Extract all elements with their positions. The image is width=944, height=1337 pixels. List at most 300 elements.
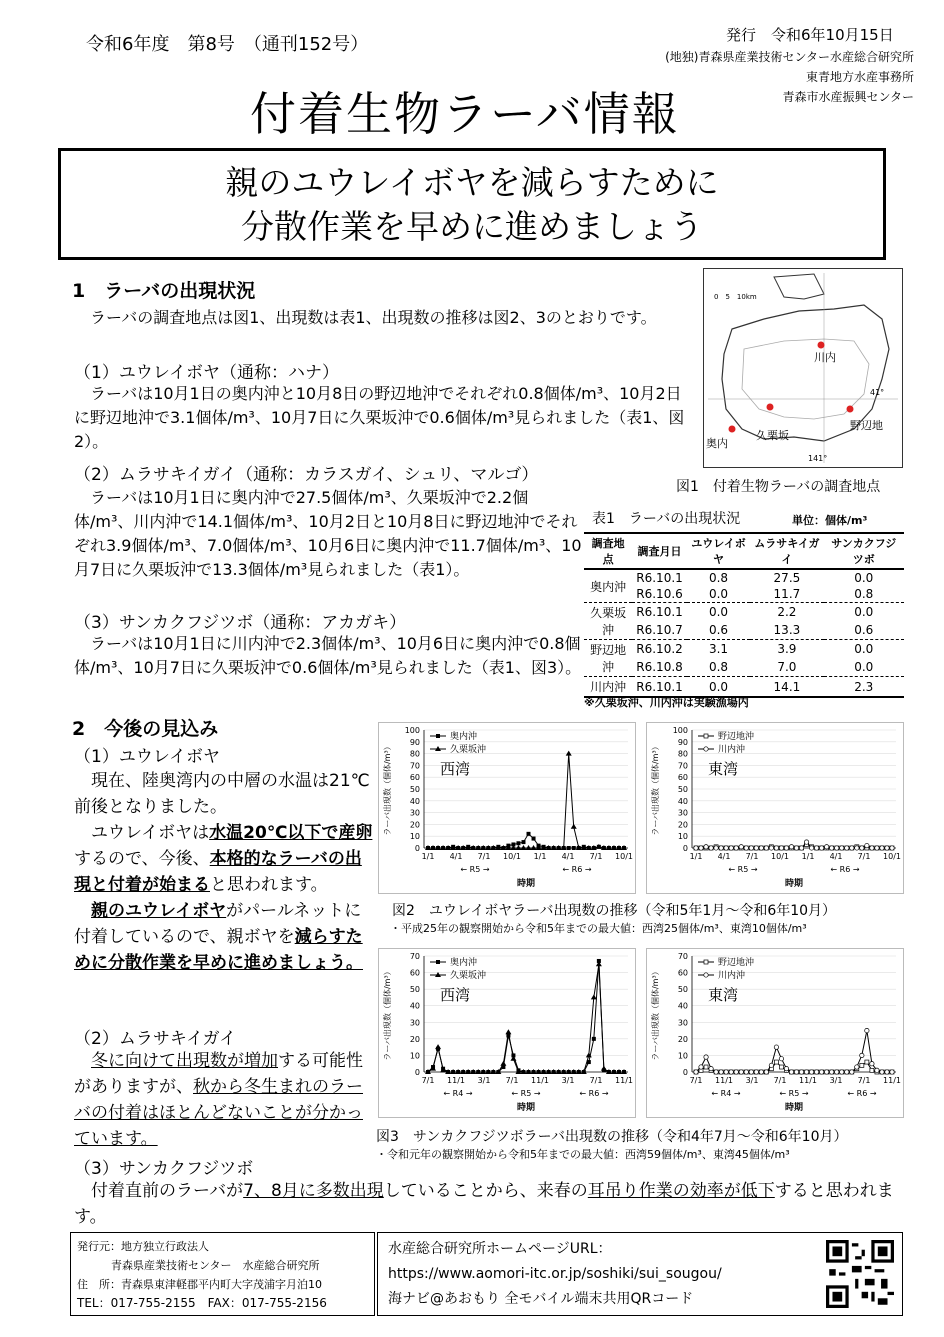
period-label: ← R6 →	[579, 1089, 609, 1098]
table-cell: 11.7	[773, 587, 801, 601]
table-cell: 7.0	[777, 660, 797, 674]
x-tick-label: 7/1	[505, 1076, 519, 1085]
data-point	[759, 1070, 763, 1074]
data-point	[704, 1055, 708, 1059]
x-axis-label: 時期	[516, 1103, 536, 1113]
data-point	[719, 1070, 723, 1074]
data-point	[880, 846, 884, 850]
chart-title: 東湾	[708, 986, 739, 1004]
chart-fig3-west	[378, 948, 636, 1118]
section2-sub1-p2	[74, 820, 378, 898]
data-point	[779, 1065, 783, 1069]
section2-sub2-body	[74, 1048, 378, 1152]
data-point	[784, 1066, 788, 1070]
y-tick-label: 40	[409, 796, 420, 806]
section2-sub1-p3	[74, 898, 378, 976]
data-point	[739, 1070, 743, 1074]
data-point	[865, 1028, 869, 1032]
table-cell: 0.0	[687, 677, 750, 698]
fig3-caption: 図3 サンカクフジツボラーバ出現数の推移（令和4年7月～令和6年10月）	[376, 1129, 848, 1145]
table-cell: 14.1	[750, 677, 823, 698]
table-cell: 2.2	[750, 603, 823, 622]
data-point	[814, 846, 818, 850]
period-label: ← R6 →	[562, 865, 592, 874]
table-cell: R6.10.1	[632, 677, 687, 698]
x-tick-label: 4/1	[829, 852, 843, 861]
data-point	[804, 840, 808, 844]
data-point	[850, 1070, 854, 1074]
org-name-2: 東青地方水産事務所	[805, 70, 914, 84]
data-point	[794, 1070, 798, 1074]
y-tick-label: 40	[677, 1001, 688, 1011]
y-tick-label: 90	[677, 737, 688, 747]
data-point	[875, 846, 879, 850]
s3-d: 耳吊り作業の効率が低下	[587, 1181, 775, 1201]
chart-fig2-west	[378, 722, 636, 894]
data-point	[774, 846, 778, 850]
s2-c: 秋から冬生まれのラーバの付着はほとんどないことが分かっています。	[74, 1077, 363, 1149]
s3-a: 付着直前のラーバが	[91, 1181, 244, 1201]
data-point	[734, 846, 738, 850]
y-tick-label: 10	[409, 1051, 420, 1061]
x-tick-label: 7/1	[689, 1076, 703, 1085]
x-tick-label: 7/1	[857, 852, 871, 861]
period-label: ← R4 →	[711, 1089, 741, 1098]
x-tick-label: 11/1	[715, 1076, 733, 1085]
legend-marker	[704, 960, 708, 964]
data-point	[809, 1070, 813, 1074]
data-point	[694, 846, 698, 850]
section1-sub3-title: （3）サンカクフジツボ（通称：アカガキ）	[74, 613, 407, 633]
x-tick-label: 7/1	[857, 1076, 871, 1085]
table1-header: サンカクフジツボ	[824, 533, 904, 569]
table1-header: 調査月日	[632, 533, 687, 569]
section2-sub3-title: （3）サンカクフジツボ	[74, 1159, 254, 1179]
table-cell: R6.10.6	[636, 587, 683, 601]
issue-number: 令和6年度 第8号 （通刊152号）	[86, 34, 369, 55]
data-point	[699, 1065, 703, 1069]
data-point	[855, 846, 859, 850]
data-point	[749, 846, 753, 850]
qr-label: 海ナビ@あおもり 全モバイル端末共用QRコード	[388, 1291, 694, 1307]
data-point	[789, 845, 793, 849]
data-point	[774, 1060, 778, 1064]
y-tick-label: 60	[677, 773, 688, 783]
kurikazaka-label: 久栗坂	[756, 429, 789, 442]
table-cell: 0.0	[854, 571, 874, 585]
legend-label: 奥内沖	[450, 958, 478, 968]
p2-e: と思われます。	[210, 875, 328, 895]
data-point	[729, 1070, 733, 1074]
legend-marker	[704, 734, 708, 738]
x-axis-label: 時期	[784, 1103, 804, 1113]
x-tick-label: 10/1	[615, 852, 633, 861]
inset-map	[774, 274, 824, 299]
data-point	[724, 1070, 728, 1074]
p2-a: ユウレイボヤは	[91, 823, 210, 843]
table-cell: R6.10.7	[636, 623, 683, 637]
footer-pub-name: 青森県産業技術センター 水産総合研究所	[111, 1259, 320, 1272]
data-point	[890, 1070, 894, 1074]
x-tick-label: 4/1	[449, 852, 463, 861]
period-label: ← R5 →	[511, 1089, 541, 1098]
x-axis-label: 時期	[784, 879, 804, 889]
survey-map	[703, 268, 903, 468]
data-point	[754, 846, 758, 850]
y-tick-label: 100	[404, 726, 420, 735]
x-tick-label: 7/1	[589, 852, 603, 861]
x-tick-label: 11/1	[447, 1076, 465, 1085]
footer-publisher	[70, 1232, 375, 1316]
data-point	[870, 1062, 874, 1066]
data-point	[532, 837, 536, 841]
data-point	[819, 846, 823, 850]
org-name-3: 青森市水産振興センター	[782, 90, 914, 104]
p2-d: 本格的なラーバの出現と付着が始まる	[74, 849, 362, 895]
table-cell: 2.3	[824, 677, 904, 698]
headline-line-2: 分散作業を早めに進めましょう	[241, 207, 703, 246]
table-cell: 0.6	[854, 623, 874, 637]
data-point	[714, 846, 718, 850]
period-label: ← R6 →	[847, 1089, 877, 1098]
table-cell: 0.0	[708, 587, 729, 601]
period-label: ← R5 →	[460, 865, 490, 874]
p3-b: がパールネットに付着しているので、親ボヤを	[74, 901, 362, 947]
noheji-point	[847, 406, 854, 413]
y-tick-label: 0	[682, 844, 688, 853]
data-point	[779, 1057, 783, 1061]
table-cell: 0.0	[824, 603, 904, 622]
publish-date: 発行 令和6年10月15日	[726, 26, 894, 44]
y-tick-label: 40	[677, 796, 688, 806]
y-tick-label: 60	[677, 968, 688, 978]
x-tick-label: 11/1	[799, 1076, 817, 1085]
section2-sub2-title: （2）ムラサキイガイ	[74, 1029, 237, 1049]
data-point	[572, 846, 576, 850]
table-cell: 27.5	[773, 571, 801, 585]
table-row	[584, 586, 904, 603]
footer-url-box	[377, 1232, 903, 1316]
data-point	[824, 1070, 828, 1074]
x-tick-label: 7/1	[745, 852, 759, 861]
data-point	[865, 843, 869, 847]
data-point	[809, 846, 813, 850]
y-axis-label: ラーバ出現数（個体/m³）	[651, 742, 660, 836]
table1	[584, 532, 904, 698]
y-tick-label: 30	[409, 1018, 420, 1028]
x-tick-label: 3/1	[561, 1076, 575, 1085]
data-point	[860, 1063, 864, 1067]
data-point	[729, 846, 733, 850]
data-point	[739, 845, 743, 849]
data-point	[870, 846, 874, 850]
data-point	[734, 1070, 738, 1074]
table-cell: R6.10.8	[636, 660, 683, 674]
table-cell: 0.0	[854, 660, 874, 674]
map-drawing	[704, 269, 902, 467]
x-tick-label: 10/1	[771, 852, 789, 861]
url-label: 水産総合研究所ホームページURL：	[388, 1241, 612, 1257]
y-axis-label: ラーバ出現数（個体/m³）	[651, 967, 660, 1061]
fig2-note: ・平成25年の観察開始から令和5年までの最大値：西湾25個体/m³、東湾10個体/m³	[390, 922, 807, 935]
table-cell: 奥内沖	[590, 579, 627, 594]
legend-label: 川内沖	[718, 745, 746, 755]
p2-b: 水温20℃以下で産卵	[209, 823, 373, 843]
x-axis-label: 時期	[516, 879, 536, 889]
x-tick-label: 7/1	[589, 1076, 603, 1085]
data-point	[840, 1070, 844, 1074]
data-point	[714, 1070, 718, 1074]
data-point	[567, 846, 571, 850]
table-row	[584, 603, 904, 622]
section2-sub1-body	[74, 768, 378, 976]
legend-label: 久栗坂沖	[450, 745, 487, 755]
section2-sub1-p1: 現在、陸奥湾内の中層の水温は21℃前後となりました。	[74, 771, 370, 817]
y-tick-label: 70	[677, 761, 688, 771]
section2-heading: 2 今後の見込み	[72, 718, 219, 740]
s2-b: する可能性がありますが、	[74, 1051, 363, 1097]
s3-b: 7、8月に多数出現	[243, 1181, 384, 1201]
section1-sub2-title: （2）ムラサキイガイ（通称：カラスガイ、シュリ、マルゴ）	[74, 465, 539, 485]
footer-address: 住 所：青森県東津軽郡平内町大字茂浦字月泊10	[77, 1278, 322, 1291]
data-point	[804, 1070, 808, 1074]
lat-label: 41°	[870, 388, 885, 397]
section1-sub1-text: ラーバは10月1日の奥内沖と10月8日の野辺地沖でそれぞれ0.8個体/m³、10月2日に野辺地沖で3.1個体/m³、10月7日に久栗坂沖で0.6個体/m³見られました（表1、図2）。	[74, 384, 685, 451]
data-point	[704, 1065, 708, 1069]
data-point	[824, 845, 828, 849]
table1-header: 調査地点	[584, 533, 632, 569]
table-cell: 0.8	[854, 587, 874, 601]
x-tick-label: 1/1	[533, 852, 547, 861]
x-tick-label: 10/1	[503, 852, 521, 861]
data-point	[516, 841, 520, 845]
period-label: ← R4 →	[443, 1089, 473, 1098]
data-point	[779, 846, 783, 850]
table-cell: 13.3	[773, 623, 801, 637]
table-cell: 0.0	[687, 603, 750, 622]
chart-fig2-east	[646, 722, 904, 894]
data-point	[870, 1068, 874, 1072]
y-tick-label: 20	[409, 820, 420, 830]
x-tick-label: 4/1	[717, 852, 731, 861]
data-point	[845, 846, 849, 850]
x-tick-label: 1/1	[801, 852, 815, 861]
data-point	[764, 846, 768, 850]
data-point	[865, 1060, 869, 1064]
x-tick-label: 3/1	[477, 1076, 491, 1085]
y-tick-label: 20	[677, 1034, 688, 1044]
okunai-point	[729, 426, 736, 433]
fig2-caption: 図2 ユウレイボヤラーバ出現数の推移（令和5年1月～令和6年10月）	[392, 903, 837, 919]
y-tick-label: 40	[409, 1001, 420, 1011]
data-point	[885, 1070, 889, 1074]
y-tick-label: 50	[677, 985, 688, 995]
y-tick-label: 0	[682, 1068, 688, 1077]
headline-box	[58, 148, 886, 260]
y-axis-label: ラーバ出現数（個体/m³）	[383, 967, 392, 1061]
table-cell: 川内沖	[584, 677, 632, 698]
y-tick-label: 0	[414, 844, 420, 853]
table-row	[584, 621, 904, 640]
table-cell: 久栗坂沖	[584, 603, 632, 640]
data-point	[799, 1070, 803, 1074]
period-label: ← R5 →	[779, 1089, 809, 1098]
y-tick-label: 60	[409, 968, 420, 978]
y-tick-label: 60	[409, 773, 420, 783]
x-tick-label: 7/1	[773, 1076, 787, 1085]
x-tick-label: 1/1	[421, 852, 435, 861]
data-point	[860, 846, 864, 850]
table-cell: 野辺地沖	[584, 640, 632, 677]
table1-unit: 単位：個体/m³	[792, 514, 868, 527]
legend-label: 奥内沖	[450, 732, 478, 742]
x-tick-label: 11/1	[615, 1076, 633, 1085]
period-label: ← R5 →	[728, 865, 758, 874]
data-point	[799, 846, 803, 850]
page-title: 付着生物ラーバ情報	[250, 87, 680, 141]
table-cell: R6.10.2	[632, 640, 687, 659]
legend-label: 野辺地沖	[718, 958, 755, 968]
data-point	[845, 1070, 849, 1074]
footer-pub-label: 発行元：地方独立行政法人	[77, 1240, 209, 1253]
table1-title: 表1 ラーバの出現状況	[592, 511, 741, 527]
section2-sub1-title: （1）ユウレイボヤ	[74, 747, 220, 767]
data-point	[709, 846, 713, 850]
data-point	[840, 846, 844, 850]
legend-marker	[436, 734, 440, 738]
homepage-link[interactable]: https://www.aomori-itc.or.jp/soshiki/sui_sougou/	[388, 1266, 722, 1282]
table-cell: 0.8	[708, 571, 729, 585]
data-point	[744, 1070, 748, 1074]
data-point	[527, 832, 531, 836]
chart-title: 東湾	[708, 760, 739, 778]
data-point	[789, 1070, 793, 1074]
data-point	[754, 1070, 758, 1074]
section1-sub2-text: ラーバは10月1日に奥内沖で27.5個体/m³、久栗坂沖で2.2個体/m³、川内沖で14.1個体/m³、10月2日と10月8日に野辺地沖でそれぞれ3.9個体/m³、7.0個体/m³、10月6日に奥内沖で11.7個体/m³、10月7日に久栗坂沖で13.3個体/m³見られました（表1）。	[74, 488, 582, 579]
y-tick-label: 80	[409, 749, 420, 759]
data-point	[759, 846, 763, 850]
x-tick-label: 4/1	[561, 852, 575, 861]
y-tick-label: 30	[677, 1018, 688, 1028]
table-row	[584, 658, 904, 677]
data-point	[764, 1070, 768, 1074]
data-point	[699, 846, 703, 850]
chart-fig3-east	[646, 948, 904, 1118]
data-point	[880, 1070, 884, 1074]
table-cell: 0.8	[708, 660, 729, 674]
y-tick-label: 100	[672, 726, 688, 735]
data-point	[724, 846, 728, 850]
data-point	[592, 1037, 596, 1041]
chart-title: 西湾	[440, 986, 471, 1004]
kawauchi-point	[818, 342, 825, 349]
y-tick-label: 50	[677, 785, 688, 794]
data-point	[829, 846, 833, 850]
section1-heading: 1 ラーバの出現状況	[72, 280, 256, 302]
table-cell: 0.6	[708, 623, 729, 637]
fig1-caption: 図1 付着生物ラーバの調査地点	[676, 479, 881, 495]
y-tick-label: 10	[677, 1051, 688, 1061]
data-point	[875, 1068, 879, 1072]
data-point	[774, 1045, 778, 1049]
y-tick-label: 30	[677, 808, 688, 818]
data-point	[814, 1070, 818, 1074]
data-point	[784, 846, 788, 850]
x-tick-label: 10/1	[883, 852, 901, 861]
data-point	[860, 1053, 864, 1057]
data-point	[794, 846, 798, 850]
p2-c: するので、今後、	[74, 849, 210, 869]
data-point	[885, 846, 889, 850]
period-label: ← R6 →	[830, 865, 860, 874]
lon-label: 141°	[808, 454, 828, 463]
data-point	[709, 1066, 713, 1070]
footer-tel: TEL：017-755-2155 FAX：017-755-2156	[77, 1296, 327, 1310]
data-point	[719, 846, 723, 850]
x-tick-label: 3/1	[829, 1076, 843, 1085]
chart-title: 西湾	[440, 760, 471, 778]
legend-label: 川内沖	[718, 971, 746, 981]
y-tick-label: 70	[409, 952, 420, 961]
s3-c: していることから、来春の	[383, 1181, 588, 1201]
noheji-label: 野辺地	[850, 419, 883, 432]
qr-code-icon[interactable]	[826, 1240, 894, 1308]
legend-label: 久栗坂沖	[450, 971, 487, 981]
y-tick-label: 0	[414, 1068, 420, 1077]
table1-header: ユウレイボヤ	[687, 533, 750, 569]
data-point	[521, 840, 525, 844]
headline-line-1: 親のユウレイボヤを減らすために	[225, 163, 719, 202]
table-cell: R6.10.1	[636, 571, 683, 585]
data-point	[749, 1070, 753, 1074]
x-tick-label: 7/1	[477, 852, 491, 861]
data-point	[744, 846, 748, 850]
x-tick-label: 1/1	[689, 852, 703, 861]
table-cell: 0.0	[824, 640, 904, 659]
table-row	[584, 569, 904, 586]
x-tick-label: 11/1	[883, 1076, 901, 1085]
data-point	[819, 1070, 823, 1074]
fig3-note: ・令和元年の観察開始から令和5年までの最大値：西湾59個体/m³、東湾45個体/m³	[376, 1148, 790, 1161]
x-tick-label: 3/1	[745, 1076, 759, 1085]
x-tick-label: 7/1	[421, 1076, 435, 1085]
org-name-1: (地独)青森県産業技術センター水産総合研究所	[665, 50, 914, 64]
y-tick-label: 80	[677, 749, 688, 759]
data-point	[890, 846, 894, 850]
y-axis-label: ラーバ出現数（個体/m³）	[383, 742, 392, 836]
okunai-label: 奥内	[706, 437, 728, 450]
s2-a: 冬に向けて出現数が増加	[91, 1051, 278, 1071]
kurikazaka-point	[767, 404, 774, 411]
legend-marker	[704, 973, 708, 977]
map-scale: 0 5 10km	[714, 293, 757, 301]
data-point	[855, 1065, 859, 1069]
legend-marker	[704, 747, 708, 751]
data-point	[704, 845, 708, 849]
y-tick-label: 20	[677, 820, 688, 830]
section1-sub3-text: ラーバは10月1日に川内沖で2.3個体/m³、10月6日に奥内沖で0.8個体/m³、10月7日に久栗坂沖で0.6個体/m³見られました（表1、図3）。	[74, 634, 582, 677]
table-cell: 3.9	[750, 640, 823, 659]
y-tick-label: 30	[409, 808, 420, 818]
p3-a: 親のユウレイボヤ	[91, 901, 227, 921]
y-tick-label: 70	[409, 761, 420, 771]
data-point	[829, 1070, 833, 1074]
table-row	[584, 640, 904, 659]
y-tick-label: 10	[409, 832, 420, 842]
y-tick-label: 20	[409, 1034, 420, 1044]
legend-label: 野辺地沖	[718, 732, 755, 742]
table1-header: ムラサキイガイ	[750, 533, 823, 569]
